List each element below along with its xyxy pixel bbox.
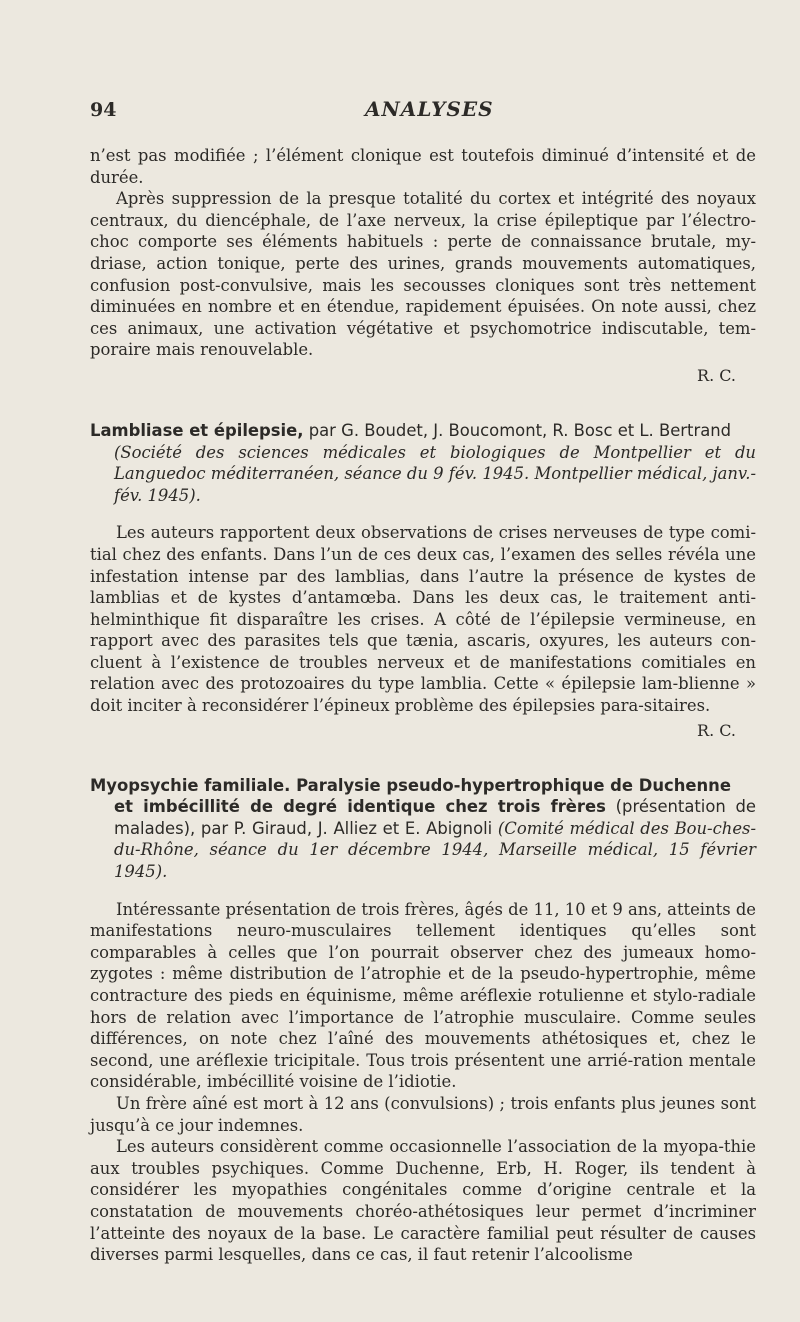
article-2-authors: (présentation de malades), par P. Giraud, J. Alliez et E. Abignoli — [114, 797, 757, 838]
intro-paragraph-1: n’est pas modifiée ; l’élément clonique est toutefois diminué d’intensité et de durée. — [90, 146, 756, 187]
intro-section — [90, 145, 756, 386]
article-2-title-line-1: Myopsychie familiale. Paralysie pseudo-hypertrophique de Duchenne — [90, 775, 731, 795]
article-2-header — [90, 775, 756, 883]
article-1-body: Les auteurs rapportent deux observations de crises nerveuses de type comi-tial chez des enfants. Dans l’un de ces deux cas, l’examen des selles révéla une infestation intense par des lamblias, dans l’autre la présence de kystes de lamblias et de kystes d’antamœba. Dans les deux cas, le traitement anti-helminthique fit disparaître les crises. A côté de l’épilepsie vermineuse, en rapport avec des parasites tels que tænia, ascaris, oxyures, les auteurs con-cluent à l’existence de troubles nerveux et de manifestations comitiales en relation avec des protozoaires du type lamblia. Cette « épilepsie lam-blienne » doit inciter à reconsidérer l’épineux problème des épilepsies para-sitaires. — [90, 523, 756, 716]
article-1-title: Lambliase et épilepsie, — [90, 420, 304, 440]
article-myopsychie — [90, 775, 756, 1266]
page-number: 94 — [90, 99, 117, 121]
article-1-authors: par G. Boudet, J. Boucomont, R. Bosc et L. Bertrand — [308, 420, 732, 440]
article-2-paragraph-1: Intéressante présentation de trois frères, âgés de 11, 10 et 9 ans, atteints de manifestations neuro-musculaires tellement identiques qu’elles sont comparables à celles que l’on pourrait observer chez des jumeaux homo-zygotes : même distribution de l’atrophie et de la pseudo-hypertrophie, même contracture des pieds en équinisme, même aréflexie rotulienne et stylo-radiale hors de relation avec l’importance de l’atrophie musculaire. Comme seules différences, on note chez l’aîné des mouvements athétosiques et, chez le second, une aréflexie tricipitale. Tous trois présentent une arrié-ration mentale considérable, imbécillité voisine de l’idiotie. — [90, 899, 757, 1092]
article-2-source: (Comité médical des Bou-ches-du-Rhône, séance du 1er décembre 1944, Marseille médical, 15 février 1945). — [114, 818, 756, 882]
article-1-header — [90, 420, 756, 506]
running-title: ANALYSES — [365, 97, 494, 121]
article-1-signature: R. C. — [697, 720, 736, 740]
running-head — [90, 95, 756, 137]
article-2-paragraph-2: Un frère aîné est mort à 12 ans (convulsions) ; trois enfants plus jeunes sont jusqu’à ce jour indemnes. — [90, 1093, 756, 1135]
article-2-title-line-2: et imbécillité de degré identique chez trois frères — [114, 797, 606, 817]
intro-signature: R. C. — [697, 365, 736, 385]
article-2-paragraph-3: Les auteurs considèrent comme occasionnelle l’association de la myopa-thie aux troubles psychiques. Comme Duchenne, Erb, H. Roger, ils tendent à considérer les myopathies congénitales comme d’origine centrale et la constatation de mouvements choréo-athétosiques leur permet d’incriminer l’atteinte des noyaux de la base. Le caractère familial peut résulter de causes diverses parmi lesquelles, dans ce cas, il faut retenir l’alcoolisme — [90, 1137, 756, 1265]
article-1-source: (Société des sciences médicales et biologiques de Montpellier et du Languedoc méditerranéen, séance du 9 fév. 1945. Montpellier médical, janv.-fév. 1945). — [114, 442, 756, 505]
article-2-subtitle-block — [90, 796, 756, 882]
intro-paragraph-2: Après suppression de la presque totalité du cortex et intégrité des noyaux centraux, du diencéphale, de l’axe nerveux, la crise épileptique par l’électro-choc comporte ses éléments habituels : perte de connaissance brutale, my-driase, action tonique, perte des urines, grands mouvements automatiques, confusion post-convulsive, mais les secousses cloniques sont très nettement diminuées en nombre et en étendue, rapidement épuisées. On note aussi, chez ces animaux, une activation végétative et psychomotrice indiscutable, tem-poraire mais renouvelable. — [90, 189, 756, 360]
article-1-heading — [90, 420, 756, 442]
article-lambliase — [90, 420, 756, 741]
